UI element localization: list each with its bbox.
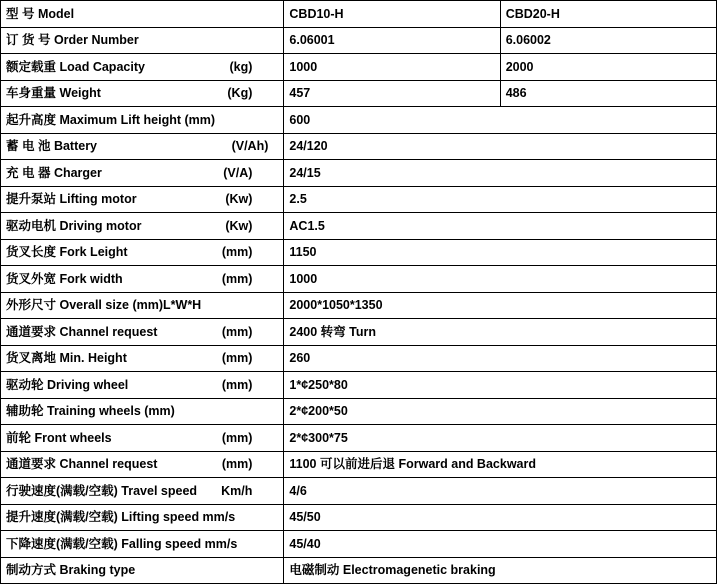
- row-label-cn: 通道要求: [6, 324, 57, 339]
- row-label-en: Overall size (mm)L*W*H: [59, 298, 202, 313]
- row-label-en: Charger: [53, 165, 102, 180]
- row-label-cn: 蓄 电 池: [6, 139, 51, 154]
- row-label-cn: 车身重量: [6, 86, 57, 101]
- row-label-cell: [1, 398, 284, 425]
- row-label-en: Order Number: [53, 33, 139, 48]
- row-label-cn: 驱动电机: [6, 218, 57, 233]
- row-label-en: Driving wheel: [47, 377, 129, 392]
- row-label-cell: [1, 133, 284, 160]
- row-label-cn: 制动方式: [6, 563, 57, 578]
- row-value-model1: 2*¢300*75: [284, 425, 717, 452]
- row-label-en: Model: [37, 6, 75, 21]
- row-label-cell: [1, 266, 284, 293]
- row-value-model1: 1100 可以前进后退 Forward and Backward: [284, 451, 717, 478]
- row-label-unit: (mm): [221, 430, 253, 445]
- row-label-unit: (Kw): [225, 192, 253, 207]
- table-row: [1, 504, 717, 531]
- row-label-cell: [1, 54, 284, 81]
- row-label-cell: [1, 292, 284, 319]
- row-label-cell: [1, 80, 284, 107]
- row-label-cell: [1, 478, 284, 505]
- table-row: [1, 425, 717, 452]
- table-row: [1, 54, 717, 81]
- row-label-unit: (mm): [221, 377, 253, 392]
- row-value-model1: 24/15: [284, 160, 717, 187]
- row-value-model1: 1*¢250*80: [284, 372, 717, 399]
- row-label-cell: [1, 160, 284, 187]
- row-label-cn: 外形尺寸: [6, 298, 57, 313]
- row-label-cn: 充 电 器: [6, 165, 51, 180]
- row-label-cn: 行驶速度(满载/空载): [6, 483, 118, 498]
- table-row: [1, 80, 717, 107]
- row-value-model1: 2400 转弯 Turn: [284, 319, 717, 346]
- table-row: [1, 398, 717, 425]
- table-row: [1, 160, 717, 187]
- row-label-en: Travel speed: [121, 483, 198, 498]
- row-value-model1: 电磁制动 Electromagenetic braking: [284, 557, 717, 584]
- row-label-unit: (Kw): [225, 218, 253, 233]
- table-row: [1, 1, 717, 28]
- row-label-en: Training wheels (mm): [47, 404, 175, 419]
- row-label-cell: [1, 557, 284, 584]
- row-value-model1: 457: [284, 80, 500, 107]
- row-label-cell: [1, 1, 284, 28]
- row-label-unit: (mm): [221, 324, 253, 339]
- row-label-en: Weight: [59, 86, 101, 101]
- row-label-en: Braking type: [59, 563, 136, 578]
- row-label-cell: [1, 186, 284, 213]
- row-label-unit: (mm): [221, 351, 253, 366]
- row-label-en: Maximum Lift height (mm): [59, 112, 216, 127]
- row-label-en: Fork Leight: [59, 245, 128, 260]
- row-value-model1: 260: [284, 345, 717, 372]
- row-label-cell: [1, 531, 284, 558]
- row-value-model1: 2000*1050*1350: [284, 292, 717, 319]
- table-row: [1, 478, 717, 505]
- row-label-en: Fork width: [59, 271, 123, 286]
- row-label-unit: (Kg): [227, 86, 253, 101]
- row-value-model1: 1000: [284, 266, 717, 293]
- table-row: [1, 107, 717, 134]
- row-label-cn: 前轮: [6, 430, 32, 445]
- table-row: [1, 451, 717, 478]
- row-label-cn: 货叉长度: [6, 245, 57, 260]
- row-label-cn: 额定载重: [6, 59, 57, 74]
- row-value-model1: AC1.5: [284, 213, 717, 240]
- row-label-cell: [1, 27, 284, 54]
- row-label-cell: [1, 107, 284, 134]
- row-label-cn: 订 货 号: [6, 33, 51, 48]
- row-label-en: Front wheels: [34, 430, 112, 445]
- row-label-cell: [1, 213, 284, 240]
- row-label-cn: 提升泵站: [6, 192, 57, 207]
- row-label-unit: (V/Ah): [231, 139, 269, 154]
- row-value-model1: 1000: [284, 54, 500, 81]
- row-label-cn: 货叉离地: [6, 351, 57, 366]
- row-label-en: Channel request: [59, 457, 158, 472]
- row-label-cn: 驱动轮: [6, 377, 44, 392]
- row-label-cell: [1, 504, 284, 531]
- row-value-model1: 600: [284, 107, 717, 134]
- row-value-model1: 45/50: [284, 504, 717, 531]
- row-label-cell: [1, 319, 284, 346]
- row-value-model1: CBD10-H: [284, 1, 500, 28]
- row-label-unit: (kg): [229, 59, 253, 74]
- table-row: [1, 292, 717, 319]
- table-row: [1, 239, 717, 266]
- row-label-en: Min. Height: [59, 351, 127, 366]
- row-label-en: Lifting speed mm/s: [121, 510, 236, 525]
- row-value-model2: 2000: [500, 54, 716, 81]
- row-value-model2: CBD20-H: [500, 1, 716, 28]
- row-label-cn: 通道要求: [6, 457, 57, 472]
- table-row: [1, 557, 717, 584]
- row-label-cn: 辅助轮: [6, 404, 44, 419]
- row-label-unit: (mm): [221, 245, 253, 260]
- row-label-cn: 下降速度(满载/空载): [6, 536, 118, 551]
- row-label-cell: [1, 345, 284, 372]
- row-label-en: Falling speed mm/s: [121, 536, 238, 551]
- row-label-en: Driving motor: [59, 218, 142, 233]
- row-label-cn: 起升高度: [6, 112, 57, 127]
- row-label-unit: (V/A): [223, 165, 253, 180]
- table-row: [1, 133, 717, 160]
- row-label-unit: (mm): [221, 457, 253, 472]
- row-label-cn: 型 号: [6, 6, 35, 21]
- table-row: [1, 27, 717, 54]
- row-label-unit: (mm): [221, 271, 253, 286]
- row-label-en: Battery: [53, 139, 98, 154]
- row-value-model1: 45/40: [284, 531, 717, 558]
- table-row: [1, 266, 717, 293]
- row-label-cn: 货叉外宽: [6, 271, 57, 286]
- table-row: [1, 531, 717, 558]
- row-value-model2: 486: [500, 80, 716, 107]
- row-label-en: Load Capacity: [59, 59, 145, 74]
- row-value-model1: 2.5: [284, 186, 717, 213]
- table-row: [1, 345, 717, 372]
- row-label-en: Channel request: [59, 324, 158, 339]
- row-label-cn: 提升速度(满载/空载): [6, 510, 118, 525]
- row-value-model1: 6.06001: [284, 27, 500, 54]
- table-row: [1, 186, 717, 213]
- row-value-model1: 4/6: [284, 478, 717, 505]
- table-row: [1, 319, 717, 346]
- row-label-en: Lifting motor: [59, 192, 137, 207]
- row-label-cell: [1, 451, 284, 478]
- row-label-cell: [1, 239, 284, 266]
- row-label-cell: [1, 425, 284, 452]
- table-row: [1, 372, 717, 399]
- row-label-unit: Km/h: [221, 483, 253, 498]
- row-value-model2: 6.06002: [500, 27, 716, 54]
- row-value-model1: 24/120: [284, 133, 717, 160]
- row-value-model1: 2*¢200*50: [284, 398, 717, 425]
- table-row: [1, 213, 717, 240]
- row-label-cell: [1, 372, 284, 399]
- row-value-model1: 1150: [284, 239, 717, 266]
